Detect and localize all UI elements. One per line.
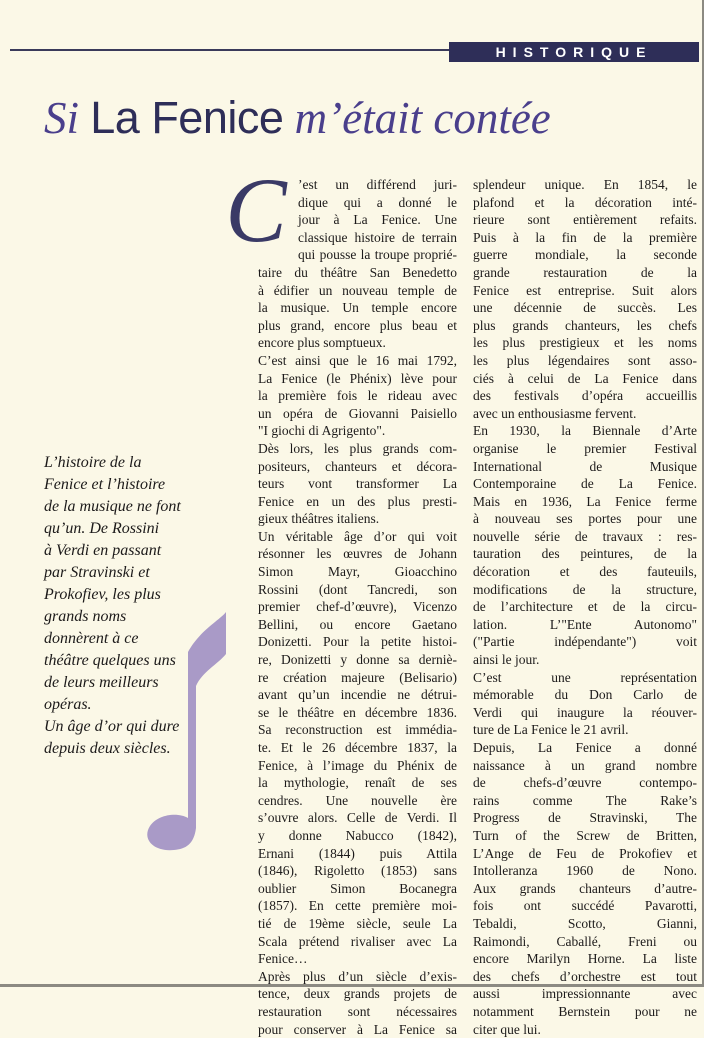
article.col1-line: taire du théâtre San Benedetto — [258, 264, 457, 282]
article.col1-line: Fenice en un des plus presti- — [258, 493, 457, 511]
quote-line: donnèrent à ce — [44, 628, 214, 650]
article.col2-line: les plus légendaires sont asso- — [473, 352, 697, 370]
article.col1-line: "I giochi di Agrigento". — [258, 422, 457, 440]
article.col2-line: grande restauration de la — [473, 264, 697, 282]
quote-line: opéras. — [44, 694, 214, 716]
article.col2-line: avec un enthousiasme fervent. — [473, 405, 697, 423]
article.col1-line: tié de 19ème siècle, seule La — [258, 915, 457, 933]
article.col2-line: L’Ange de Feu de Prokofiev et — [473, 845, 697, 863]
article.col1-line: pour conserver à La Fenice sa — [258, 1021, 457, 1038]
article.col2-line: ("Partie indépendante") voit — [473, 633, 697, 651]
sidebar-quote — [44, 452, 214, 760]
quote-line: L’histoire de la — [44, 452, 214, 474]
article.col2-line: Turn of the Screw de Britten, — [473, 827, 697, 845]
article.col1-line: plus grand, encore plus beau et — [258, 317, 457, 335]
article.col2-line: organise le premier Festival — [473, 440, 697, 458]
title-part-1: Si — [44, 93, 79, 143]
article.col2-line: encore Marilyn Horne. La liste — [473, 950, 697, 968]
quote-line: de la musique ne font — [44, 496, 214, 518]
article.col2-line: mémorable du Don Carlo de — [473, 686, 697, 704]
article.col2-line: ainsi le jour. — [473, 651, 697, 669]
article.col2-line: plafond et la décoration inté- — [473, 194, 697, 212]
article.col1-line: la musique. Un temple encore — [258, 299, 457, 317]
article.col1-line: tence, deux grands projets de — [258, 985, 457, 1003]
article.col1-line: restauration sont nécessaires — [258, 1003, 457, 1021]
title-part-3: m’était contée — [295, 93, 551, 143]
article.col1-line: premier chef-d’œuvre), Vicenzo — [258, 598, 457, 616]
article.col1-line: la première fois le rideau avec — [258, 387, 457, 405]
article.col2-line: décoration et des fauteuils, — [473, 563, 697, 581]
article.col2-line: tauration des peintures, de la — [473, 545, 697, 563]
quote-line: qu’un. De Rossini — [44, 518, 214, 540]
article.col1-line: Donizetti. Pour la petite histoi- — [258, 633, 457, 651]
article.col1-line: Ernani (1844) puis Attila — [258, 845, 457, 863]
drop-cap: C — [220, 170, 292, 250]
article.col2-line: En 1930, la Biennale d’Arte — [473, 422, 697, 440]
article.col2-line: des chefs d’orchestre est tout — [473, 968, 697, 986]
article.col1-line: (1857). En cette première moi- — [258, 897, 457, 915]
article.col2-line: notamment Bernstein pour ne — [473, 1003, 697, 1021]
article.col1-line: positeurs, chanteurs et décora- — [258, 458, 457, 476]
article.col2-line: Depuis, La Fenice a donné — [473, 739, 697, 757]
article.col2-line: lation. L’"Ente Autonomo" — [473, 616, 697, 634]
article.col1-line: qui pousse la troupe proprié- — [258, 246, 457, 264]
article.col2-line: rains comme The Rake’s — [473, 792, 697, 810]
article.col2-line: rieure sont entièrement refaits. — [473, 211, 697, 229]
article.col1-line: Sa reconstruction est immédia- — [258, 721, 457, 739]
article.col1-line: te. Et le 26 décembre 1837, la — [258, 739, 457, 757]
quote-line: Fenice et l’histoire — [44, 474, 214, 496]
article.col1-line: (1846), Rigoletto (1853) sans — [258, 862, 457, 880]
article.col2-line: fois ont succédé Pavarotti, — [473, 897, 697, 915]
article.col1-line: jour à La Fenice. Une — [258, 211, 457, 229]
article.col1-line: classique histoire de terrain — [258, 229, 457, 247]
article.col2-line: aussi impressionnante avec — [473, 985, 697, 1003]
article.col1-line: un opéra de Giovanni Paisiello — [258, 405, 457, 423]
article.col1-line: La Fenice (le Phénix) lève pour — [258, 370, 457, 388]
article.col2-line: Fenice est entreprise. Suit alors — [473, 282, 697, 300]
article.col1-line: re création majeure (Belisario) — [258, 669, 457, 687]
article-column-1 — [258, 176, 457, 1038]
article.col2-line: les plus prestigieux et les noms — [473, 334, 697, 352]
article.col2-line: des festivals d’opéra accueillis — [473, 387, 697, 405]
quote-line: grands noms — [44, 606, 214, 628]
article.col1-line: Fenice, à l’image du Phénix de — [258, 757, 457, 775]
title-part-2: La Fenice — [90, 92, 283, 143]
quote-line: de leurs meilleurs — [44, 672, 214, 694]
article.col2-line: splendeur unique. En 1854, le — [473, 176, 697, 194]
article.col2-line: nouvelle série de travaux : res- — [473, 528, 697, 546]
quote-line: par Stravinski et — [44, 562, 214, 584]
article.col2-line: Mais en 1936, La Fenice ferme — [473, 493, 697, 511]
article.col1-line: Fenice… — [258, 950, 457, 968]
article.col1-line: Scala prétend rivaliser avec La — [258, 933, 457, 951]
article.col2-line: Tebaldi, Scotto, Gianni, — [473, 915, 697, 933]
article.col2-line: modifications de la structure, — [473, 581, 697, 599]
header-rule — [10, 49, 450, 51]
article.col1-line: C’est ainsi que le 16 mai 1792, — [258, 352, 457, 370]
article.col2-line: de l’architecture et de la circu- — [473, 598, 697, 616]
article.col2-line: plus grands chanteurs, les chefs — [473, 317, 697, 335]
article.col2-line: Progress de Stravinski, The — [473, 809, 697, 827]
section-label: HISTORIQUE — [449, 42, 699, 62]
article.col1-line: y donne Nabucco (1842), — [258, 827, 457, 845]
article.col1-line: Après plus d’un siècle d’exis- — [258, 968, 457, 986]
article.col1-line: teurs vont transformer La — [258, 475, 457, 493]
article.col1-line: cendres. Une nouvelle ère — [258, 792, 457, 810]
article.col1-line: Simon Mayr, Gioacchino — [258, 563, 457, 581]
article.col1-line: oublier Simon Bocanegra — [258, 880, 457, 898]
article.col1-line: avant qu’un incendie ne détrui- — [258, 686, 457, 704]
quote-line: à Verdi en passant — [44, 540, 214, 562]
article.col1-line: Un véritable âge d’or qui voit — [258, 528, 457, 546]
article.col2-line: International de Musique — [473, 458, 697, 476]
page-title — [44, 86, 684, 152]
article.col2-line: à nouveau ses portes pour une — [473, 510, 697, 528]
article.col2-line: Verdi qui inaugure la réouver- — [473, 704, 697, 722]
article.col2-line: guerre mondiale, la seconde — [473, 246, 697, 264]
article.col1-line: s’ouvre alors. Celle de Verdi. Il — [258, 809, 457, 827]
article.col2-line: naissance à un grand nombre — [473, 757, 697, 775]
article.col1-line: Dès lors, les plus grands com- — [258, 440, 457, 458]
article.col1-line: Bellini, ou encore Gaetano — [258, 616, 457, 634]
article.col1-line: se le théâtre en décembre 1836. — [258, 704, 457, 722]
article.col1-line: résonner les œuvres de Johann — [258, 545, 457, 563]
article.col2-line: de chefs-d’œuvre contempo- — [473, 774, 697, 792]
article.col2-line: Intolleranza 1960 de Nono. — [473, 862, 697, 880]
article.col1-line: la mythologie, renaît de ses — [258, 774, 457, 792]
article.col2-line: ciés à celui de La Fenice dans — [473, 370, 697, 388]
article.col1-line: ’est un différend juri- — [258, 176, 457, 194]
article.col1-line: Rossini (dont Tancredi, son — [258, 581, 457, 599]
article.col1-line: encore plus somptueux. — [258, 334, 457, 352]
article.col2-line: C’est une représentation — [473, 669, 697, 687]
article.col2-line: Raimondi, Caballé, Freni ou — [473, 933, 697, 951]
article.col1-line: re, Donizetti y donne sa derniè- — [258, 651, 457, 669]
article.col2-line: Puis à la fin de la première — [473, 229, 697, 247]
article-column-2 — [473, 176, 697, 1038]
quote-line: théâtre quelques uns — [44, 650, 214, 672]
article.col1-line: à édifier un nouveau temple de — [258, 282, 457, 300]
article.col2-line: Contemporaine de La Fenice. — [473, 475, 697, 493]
quote-line: Prokofiev, les plus — [44, 584, 214, 606]
article.col2-line: une décennie de succès. Les — [473, 299, 697, 317]
quote-line: depuis deux siècles. — [44, 738, 214, 760]
article.col2-line: Aux grands chanteurs d’autre- — [473, 880, 697, 898]
quote-line: Un âge d’or qui dure — [44, 716, 214, 738]
article.col1-line: gieux théâtres italiens. — [258, 510, 457, 528]
article.col1-line: dique qui a donné le — [258, 194, 457, 212]
article.col2-line: ture de La Fenice le 21 avril. — [473, 721, 697, 739]
article.col2-line: citer que lui. — [473, 1021, 697, 1038]
